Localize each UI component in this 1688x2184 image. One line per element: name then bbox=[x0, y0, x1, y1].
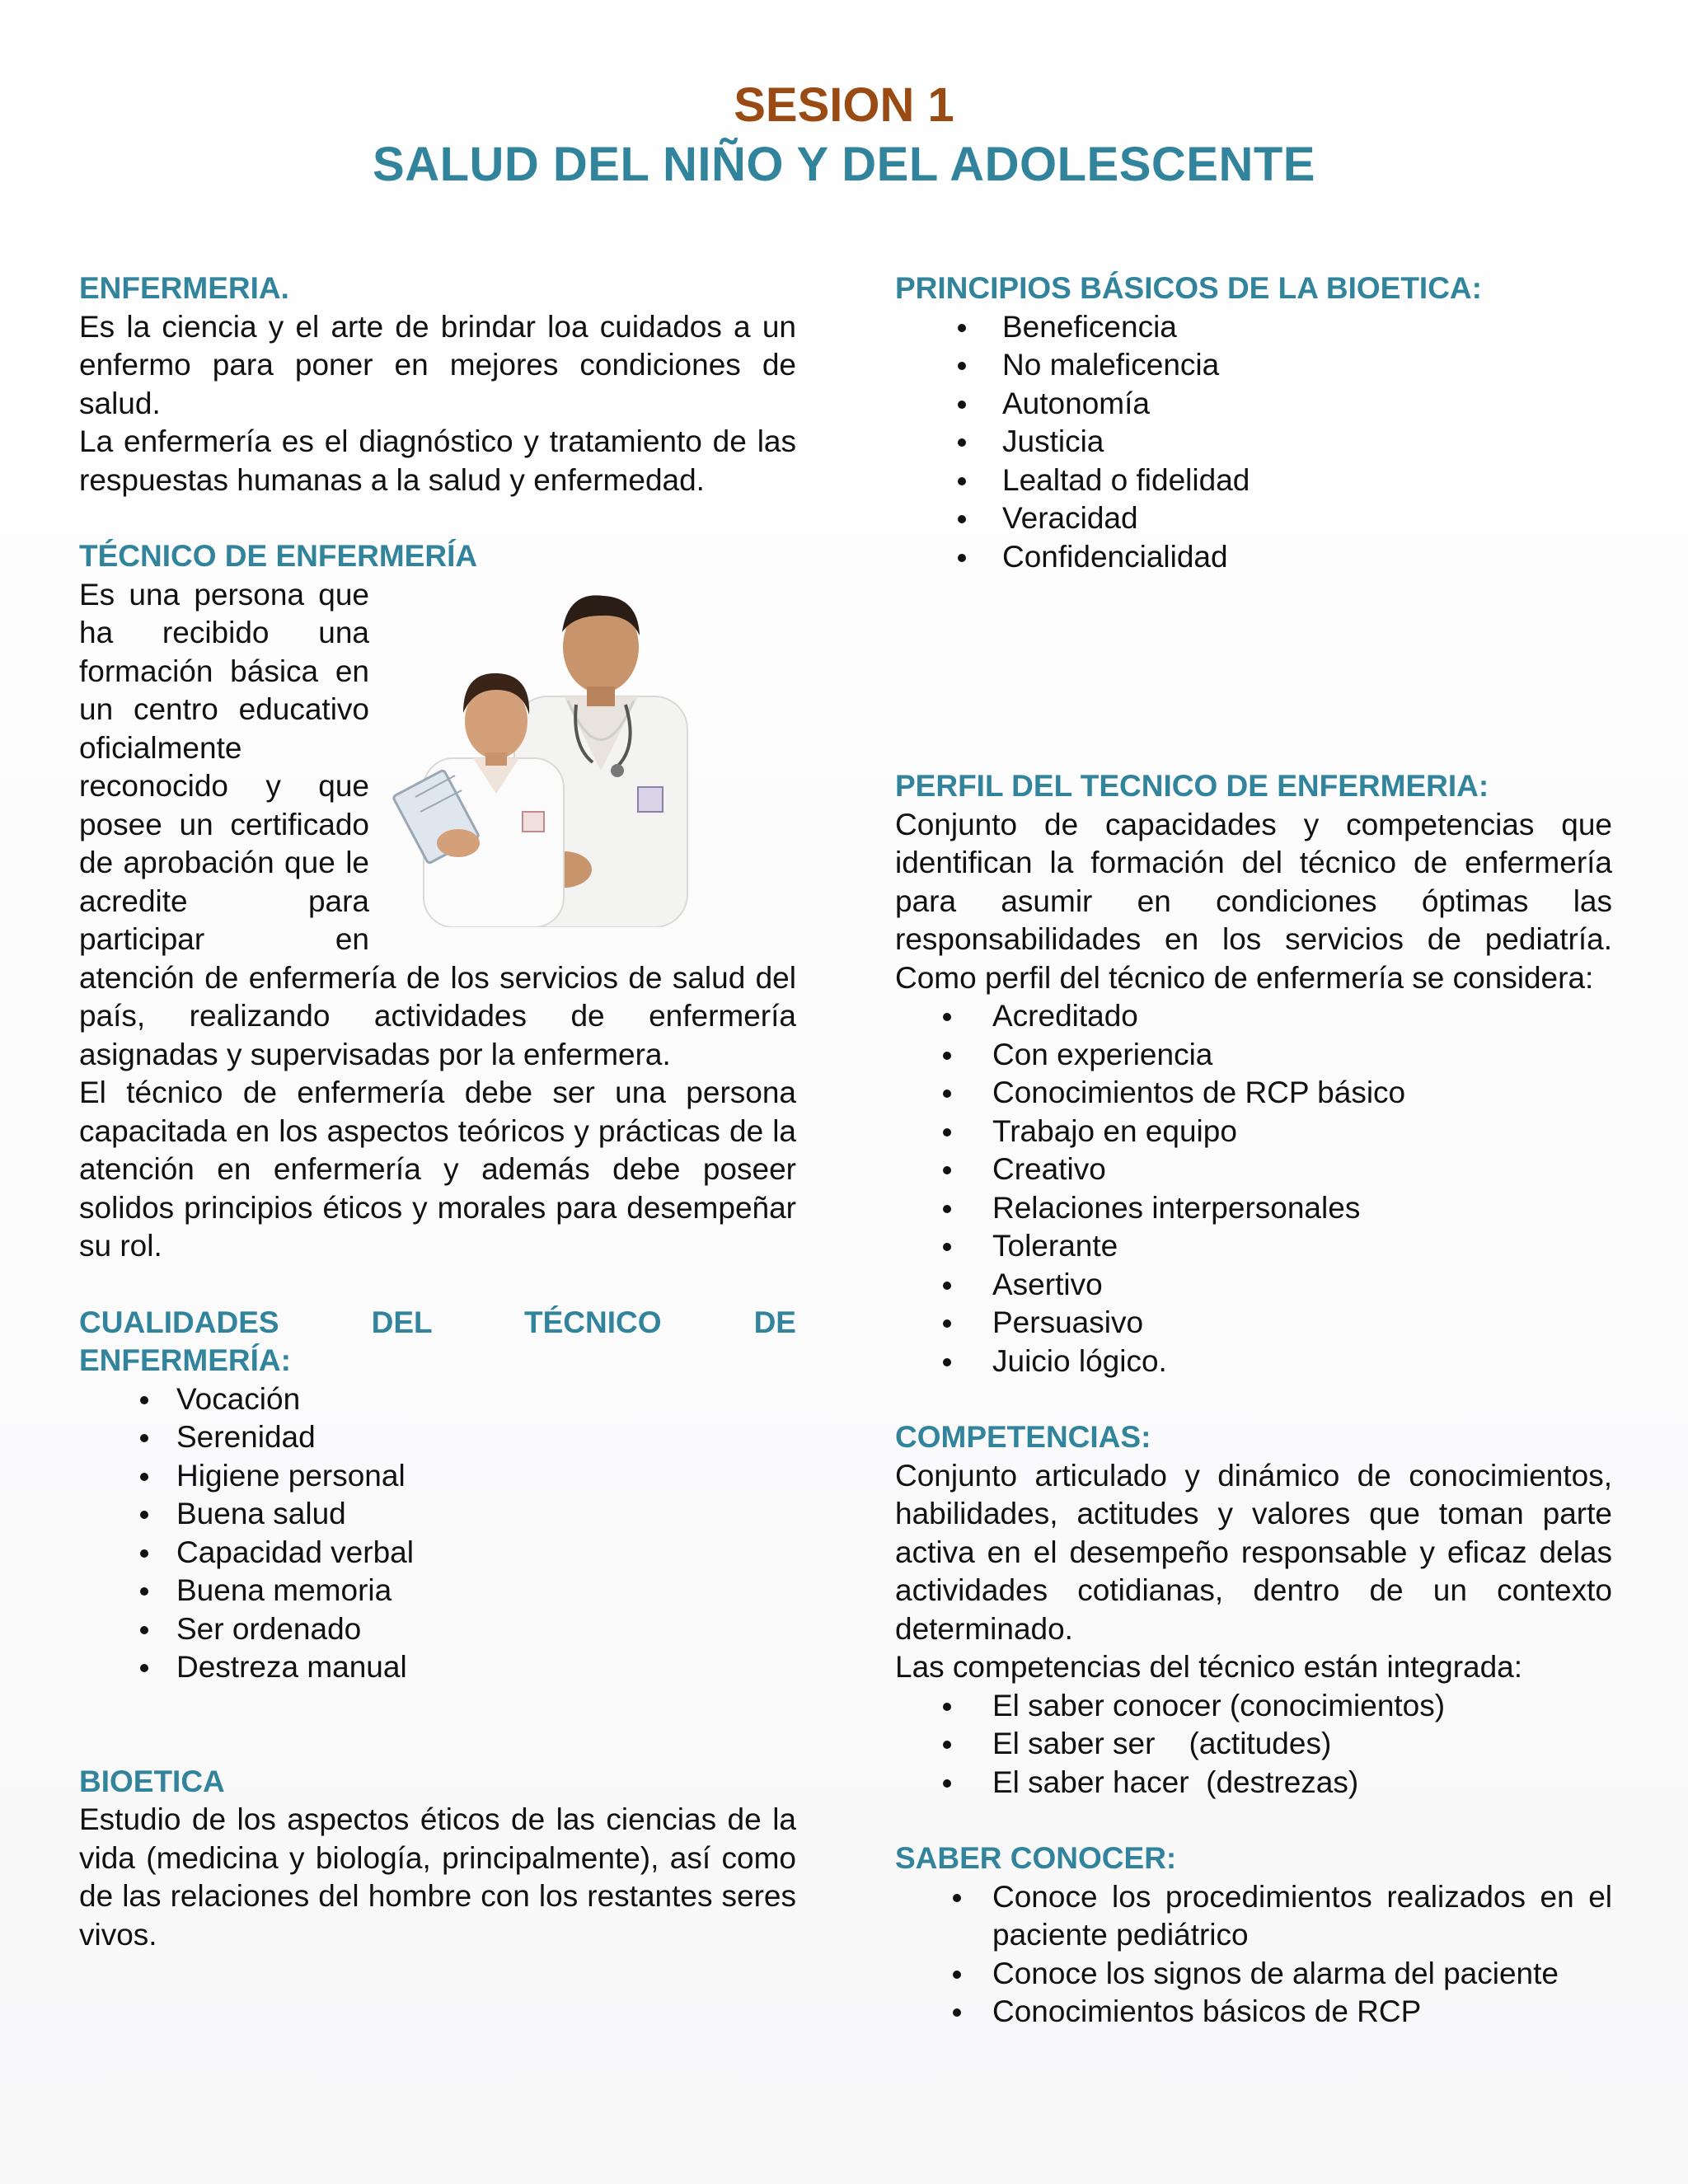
principios-heading: PRINCIPIOS BÁSICOS DE LA BIOETICA: bbox=[895, 271, 1482, 305]
bullet-icon bbox=[943, 1128, 951, 1137]
left-column bbox=[79, 269, 796, 1954]
tecnico-paragraph-2: El técnico de enfermería debe ser una persona capacitada en los aspectos teóricos y prácticas de la atención en enfermería y además debe poseer solidos principios éticos y morales para desempeñar su rol. bbox=[79, 1076, 796, 1263]
bullet-icon bbox=[958, 477, 966, 485]
bioetica-paragraph: Estudio de los aspectos éticos de las ciencias de la vida (medicina y biología, principalmente), así como de las relaciones del hombre con los restantes seres vivos. bbox=[79, 1802, 796, 1952]
enfermeria-heading: ENFERMERIA. bbox=[79, 271, 289, 305]
bullet-icon bbox=[943, 1282, 951, 1290]
list-item: Acreditado bbox=[895, 997, 1612, 1036]
bullet-icon bbox=[943, 1013, 951, 1021]
list-item: Con experiencia bbox=[895, 1036, 1612, 1075]
list-item: Confidencialidad bbox=[895, 538, 1612, 577]
list-item: Tolerante bbox=[895, 1227, 1612, 1266]
competencias-list bbox=[895, 1687, 1612, 1802]
bullet-icon bbox=[943, 1052, 951, 1060]
bullet-icon bbox=[140, 1396, 148, 1404]
bullet-icon bbox=[958, 554, 966, 562]
competencias-paragraph-2: Las competencias del técnico están integrada: bbox=[895, 1650, 1523, 1684]
list-item: Asertivo bbox=[895, 1266, 1612, 1305]
bullet-icon bbox=[943, 1090, 951, 1098]
list-item: Conoce los procedimientos realizados en el paciente pediátrico bbox=[895, 1878, 1612, 1955]
enfermeria-paragraph-2: La enfermería es el diagnóstico y tratamiento de las respuestas humanas a la salud y enfermedad. bbox=[79, 424, 796, 497]
saber-conocer-list bbox=[895, 1878, 1612, 2032]
bullet-icon bbox=[953, 1894, 961, 1902]
bullet-icon bbox=[943, 1703, 951, 1711]
bullet-icon bbox=[958, 515, 966, 523]
bullet-icon bbox=[140, 1434, 148, 1442]
enfermeria-paragraph-1: Es la ciencia y el arte de brindar loa cuidados a un enfermo para poner en mejores condiciones de salud. bbox=[79, 309, 796, 420]
nurses-photo bbox=[391, 581, 714, 927]
bullet-icon bbox=[943, 1741, 951, 1749]
list-item: El saber ser (actitudes) bbox=[895, 1725, 1612, 1764]
list-item: Veracidad bbox=[895, 499, 1612, 538]
bullet-icon bbox=[953, 2008, 961, 2017]
bullet-icon bbox=[140, 1511, 148, 1519]
list-item: Destreza manual bbox=[79, 1648, 796, 1687]
bullet-icon bbox=[943, 1358, 951, 1366]
list-item: Ser ordenado bbox=[79, 1610, 796, 1649]
list-item: Creativo bbox=[895, 1151, 1612, 1189]
list-item: Trabajo en equipo bbox=[895, 1113, 1612, 1151]
list-item: Autonomía bbox=[895, 385, 1612, 424]
tecnico-paragraph-wrapped: Es una persona que ha recibido una formación básica en un centro educativo oficialmente reconocido y que posee un certificado de aprobación que le acredite para participar en bbox=[79, 577, 369, 956]
list-item: Serenidad bbox=[79, 1418, 796, 1457]
list-item: Juicio lógico. bbox=[895, 1343, 1612, 1381]
bullet-icon bbox=[943, 1243, 951, 1251]
bullet-icon bbox=[958, 401, 966, 409]
saber-conocer-heading: SABER CONOCER: bbox=[895, 1841, 1177, 1875]
cualidades-heading-line1: CUALIDADES DEL TÉCNICO DE bbox=[79, 1305, 796, 1339]
bullet-icon bbox=[943, 1319, 951, 1328]
list-item: El saber hacer (destrezas) bbox=[895, 1764, 1612, 1802]
perfil-list bbox=[895, 997, 1612, 1380]
principios-list bbox=[895, 308, 1612, 577]
list-item: Conoce los signos de alarma del paciente bbox=[895, 1955, 1612, 1994]
bullet-icon bbox=[958, 362, 966, 370]
list-item: Beneficencia bbox=[895, 308, 1612, 347]
list-item: Persuasivo bbox=[895, 1304, 1612, 1343]
list-item: Buena salud bbox=[79, 1495, 796, 1534]
list-item: Lealtad o fidelidad bbox=[895, 462, 1612, 500]
bullet-icon bbox=[958, 438, 966, 447]
session-title: SESION 1 bbox=[734, 78, 954, 132]
list-item: Vocación bbox=[79, 1380, 796, 1419]
subject-title: SALUD DEL NIÑO Y DEL ADOLESCENTE bbox=[373, 138, 1315, 191]
list-item: Justicia bbox=[895, 423, 1612, 462]
bullet-icon bbox=[958, 324, 966, 332]
bullet-icon bbox=[140, 1473, 148, 1481]
bullet-icon bbox=[943, 1779, 951, 1788]
bullet-icon bbox=[943, 1166, 951, 1174]
list-item: El saber conocer (conocimientos) bbox=[895, 1687, 1612, 1726]
title-block bbox=[0, 76, 1688, 194]
tecnico-section bbox=[79, 576, 796, 959]
competencias-heading: COMPETENCIAS: bbox=[895, 1420, 1151, 1454]
bullet-icon bbox=[140, 1626, 148, 1634]
list-item: Buena memoria bbox=[79, 1572, 796, 1610]
bullet-icon bbox=[140, 1587, 148, 1596]
bullet-icon bbox=[140, 1549, 148, 1558]
bullet-icon bbox=[953, 1971, 961, 1979]
list-item: Capacidad verbal bbox=[79, 1534, 796, 1572]
cualidades-list bbox=[79, 1380, 796, 1687]
perfil-heading: PERFIL DEL TECNICO DE ENFERMERIA: bbox=[895, 769, 1489, 803]
list-item: Conocimientos básicos de RCP bbox=[895, 1993, 1612, 2032]
bullet-icon bbox=[140, 1664, 148, 1672]
perfil-paragraph: Conjunto de capacidades y competencias que identifican la formación del técnico de enfermería para asumir en condiciones óptimas las responsabilidades en los servicios de pediatría. Como perfil del técnico de enfermería se considera: bbox=[895, 807, 1612, 995]
list-item: Relaciones interpersonales bbox=[895, 1189, 1612, 1228]
list-item: Higiene personal bbox=[79, 1457, 796, 1496]
bioetica-heading: BIOETICA bbox=[79, 1764, 225, 1798]
bullet-icon bbox=[943, 1205, 951, 1213]
list-item: No maleficencia bbox=[895, 346, 1612, 385]
cualidades-heading-line2: ENFERMERÍA: bbox=[79, 1343, 291, 1377]
right-column bbox=[895, 269, 1612, 2032]
tecnico-paragraph-rest: atención de enfermería de los servicios de salud del país, realizando actividades de enfermería asignadas y supervisadas por la enfermera. bbox=[79, 960, 796, 1071]
list-item: Conocimientos de RCP básico bbox=[895, 1074, 1612, 1113]
tecnico-heading: TÉCNICO DE ENFERMERÍA bbox=[79, 539, 478, 573]
competencias-paragraph-1: Conjunto articulado y dinámico de conocimientos, habilidades, actitudes y valores que toman parte activa en el desempeño responsable y eficaz delas actividades cotidianas, dentro de un contexto determinado. bbox=[895, 1458, 1612, 1646]
